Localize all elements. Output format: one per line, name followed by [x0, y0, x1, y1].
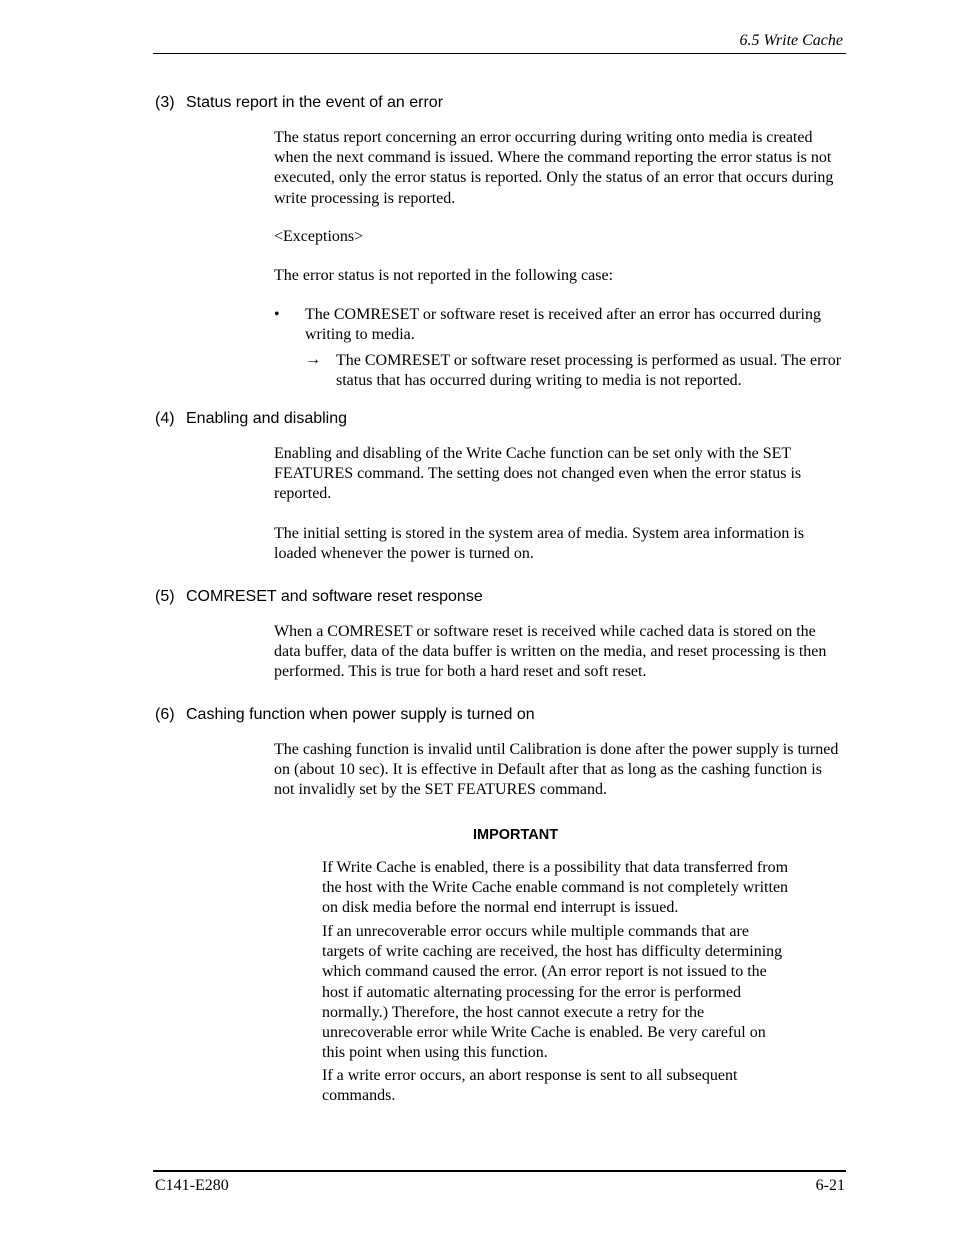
header-rule [153, 53, 846, 54]
important-label: IMPORTANT [473, 827, 559, 843]
section-title: Status report in the event of an error [186, 94, 444, 111]
paragraph: The status report concerning an error occurring during writing onto media is created when the next command is issued. Where the command reporting the error status is not executed, only the error status is reported. Only the status of an error that occurs during write processing is reported. [274, 129, 834, 207]
paragraph: The initial setting is stored in the system area of media. System area information is loaded whenever the power is turned on. [274, 525, 805, 563]
section-title: Enabling and disabling [186, 410, 348, 427]
section-heading-6 [155, 706, 535, 724]
paragraph: When a COMRESET or software reset is received while cached data is stored on the data buffer, data of the data buffer is written on the media, and reset processing is then performed. This is true for both a hard reset and soft reset. [274, 623, 827, 681]
footer-rule [153, 1170, 846, 1172]
section-heading-3 [155, 94, 443, 112]
section-number: (6) [155, 706, 175, 723]
section-title: COMRESET and software reset response [186, 588, 483, 605]
paragraph: The error status is not reported in the following case: [274, 267, 614, 284]
section-heading-4 [155, 410, 347, 428]
bullet-icon: • [274, 306, 280, 323]
arrow-right-icon: → [305, 351, 321, 368]
section-heading-5 [155, 588, 483, 606]
header-section-title: 6.5 Write Cache [739, 32, 843, 49]
bullet-text: The COMRESET or software reset is received after an error has occurred during writing to media. [305, 306, 821, 344]
important-paragraph: If an unrecoverable error occurs while multiple commands that are targets of write caching are received, the host has difficulty determining which command caused the error. (An error report is not issued to the host if automatic alternating processing for the error is performed normally.) Therefore, the host cannot execute a retry for the unrecoverable error while Write Cache is enabled. Be very careful on this point when using this function. [322, 923, 783, 1062]
section-number: (4) [155, 410, 175, 427]
section-title: Cashing function when power supply is turned on [186, 706, 535, 723]
section-number: (5) [155, 588, 175, 605]
paragraph: <Exceptions> [274, 228, 364, 245]
important-paragraph: If Write Cache is enabled, there is a possibility that data transferred from the host with the Write Cache enable command is not completely written on disk media before the normal end interrupt is issued. [322, 859, 789, 917]
arrow-text: The COMRESET or software reset processing is performed as usual. The error status that has occurred during writing to media is not reported. [336, 352, 842, 390]
paragraph: Enabling and disabling of the Write Cache function can be set only with the SET FEATURES command. The setting does not changed even when the error status is reported. [274, 445, 802, 503]
document-id: C141-E280 [155, 1177, 229, 1194]
important-paragraph: If a write error occurs, an abort response is sent to all subsequent commands. [322, 1067, 738, 1105]
page-number: 6-21 [815, 1177, 845, 1194]
section-number: (3) [155, 94, 175, 111]
paragraph: The cashing function is invalid until Calibration is done after the power supply is turned on (about 10 sec). It is effective in Default after that as long as the cashing function is not invalidly set by the SET FEATURES command. [274, 741, 839, 799]
